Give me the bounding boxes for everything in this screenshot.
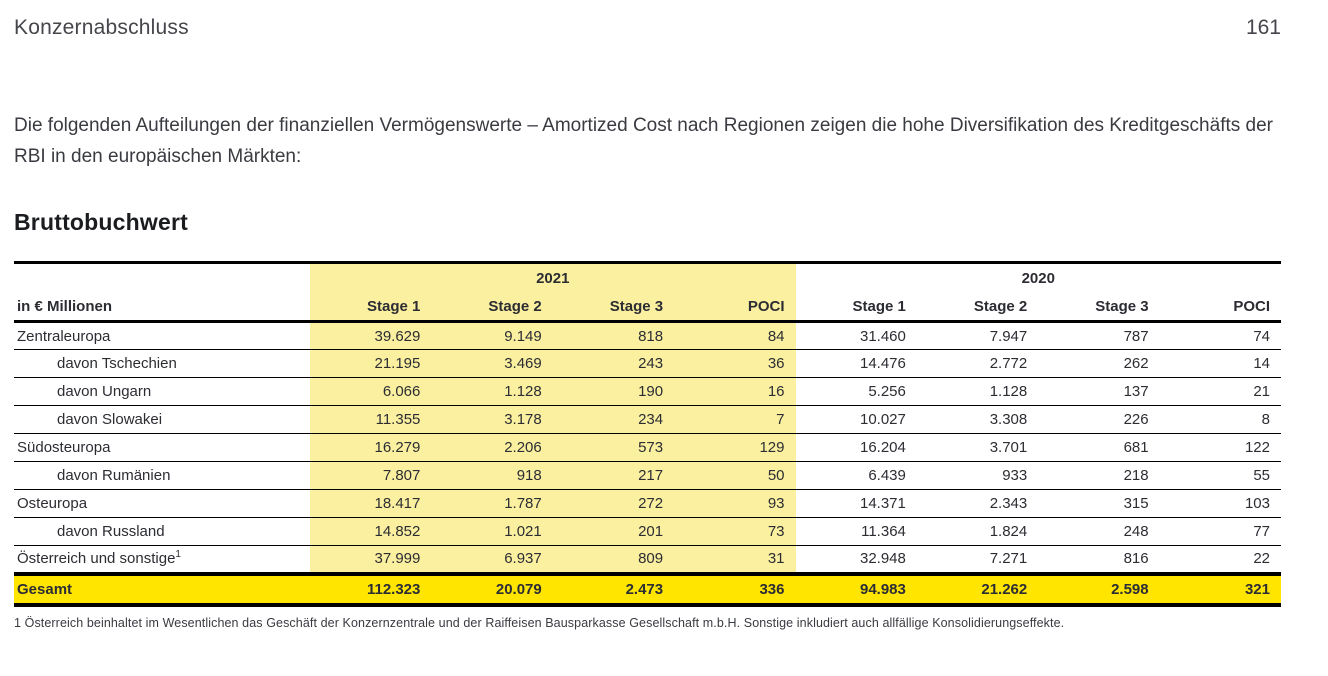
table-cell: 16.279	[310, 434, 431, 462]
column-header-poci-2021: POCI	[674, 293, 795, 322]
table-cell: 14.852	[310, 518, 431, 546]
table-cell: 681	[1123, 439, 1149, 456]
table-row	[14, 434, 1281, 462]
table-cell: 315	[1123, 495, 1149, 512]
region-label-text: davon Tschechien	[57, 355, 177, 372]
table-row	[14, 350, 1281, 378]
table-cell: 787	[1123, 327, 1149, 345]
table-cell: 201	[553, 518, 674, 546]
unit-label: in € Millionen	[17, 297, 113, 315]
region-label	[14, 546, 310, 574]
table-wrapper	[14, 261, 1281, 607]
total-cell: 2.598	[1111, 580, 1149, 598]
total-cell: 321	[1244, 580, 1270, 598]
table-cell: 77	[1253, 523, 1270, 540]
table-cell: 93	[674, 490, 795, 518]
empty-header-cell	[14, 263, 310, 293]
table-cell: 129	[674, 434, 795, 462]
region-label-text: Südosteuropa	[17, 439, 111, 456]
table-cell: 14	[1253, 355, 1270, 372]
table-cell: 818	[553, 322, 674, 350]
table-cell: 1.021	[431, 518, 552, 546]
table-cell: 5.256	[868, 383, 906, 400]
table-cell: 31	[674, 546, 795, 574]
column-header-stage1-2021: Stage 1	[310, 293, 431, 322]
table-cell: 226	[1123, 411, 1149, 428]
table-cell: 7.807	[310, 462, 431, 490]
table-cell: 14.476	[859, 355, 906, 372]
table-cell: 1.128	[431, 378, 552, 406]
region-label-text: davon Slowakei	[57, 411, 163, 428]
region-label	[14, 378, 310, 406]
table-cell: 11.364	[861, 523, 906, 540]
table-cell: 7.947	[989, 327, 1028, 345]
table-cell: 50	[674, 462, 795, 490]
table-cell: 573	[553, 434, 674, 462]
year-group-2020: 2020	[1021, 269, 1055, 287]
table-cell: 1.787	[431, 490, 552, 518]
table-cell: 272	[553, 490, 674, 518]
table-cell: 218	[1123, 467, 1149, 484]
table-cell: 18.417	[310, 490, 431, 518]
table-cell: 9.149	[431, 322, 552, 350]
footnote-marker: 1	[175, 549, 181, 561]
table-cell: 22	[1253, 550, 1270, 568]
table-cell: 3.469	[431, 350, 552, 378]
table-row	[14, 490, 1281, 518]
region-label	[14, 518, 310, 546]
table-cell: 6.937	[431, 546, 552, 574]
intro-paragraph: Die folgenden Aufteilungen der finanziellen Vermögenswerte – Amortized Cost nach Regionen zeigen die hohe Diversifikation des Kreditgeschäfts der RBI in den europäischen Märkten:	[14, 115, 1273, 167]
table-row	[14, 322, 1281, 350]
table-cell: 234	[553, 406, 674, 434]
table-cell: 243	[553, 350, 674, 378]
table-cell: 73	[674, 518, 795, 546]
table-cell: 84	[674, 322, 795, 350]
table-cell: 933	[1002, 467, 1028, 484]
region-label-text: Zentraleuropa	[17, 327, 111, 345]
table-cell: 137	[1123, 383, 1149, 400]
table-cell: 11.355	[310, 406, 431, 434]
table-cell: 21.195	[310, 350, 431, 378]
table-footer	[14, 574, 1281, 605]
region-label	[14, 462, 310, 490]
total-label: Gesamt	[17, 580, 73, 598]
table-body	[14, 322, 1281, 574]
table-cell: 122	[1244, 439, 1270, 456]
table-cell: 217	[553, 462, 674, 490]
column-header-poci-2020: POCI	[1233, 297, 1270, 315]
table-cell: 816	[1123, 550, 1149, 568]
table-cell: 8	[1261, 411, 1270, 428]
table-cell: 3.178	[431, 406, 552, 434]
table-cell: 6.439	[868, 467, 906, 484]
column-header-stage3-2020: Stage 3	[1095, 297, 1149, 315]
table-cell: 7	[674, 406, 795, 434]
table-cell: 36	[674, 350, 795, 378]
column-header-stage3-2021: Stage 3	[553, 293, 674, 322]
total-cell: 20.079	[495, 580, 542, 598]
table-row	[14, 546, 1281, 574]
table-cell: 1.824	[989, 523, 1028, 540]
region-label	[14, 322, 310, 350]
column-header-stage2-2020: Stage 2	[973, 297, 1028, 315]
document-title: Konzernabschluss	[14, 16, 189, 39]
table-cell: 248	[1123, 523, 1149, 540]
total-cell: 2.473	[625, 580, 664, 598]
region-label	[14, 406, 310, 434]
region-label	[14, 350, 310, 378]
table-cell: 74	[1253, 327, 1270, 345]
page-header	[14, 16, 1281, 40]
table-cell: 2.206	[431, 434, 552, 462]
total-row	[14, 574, 1281, 605]
table-cell: 918	[431, 462, 552, 490]
table-cell: 3.701	[989, 439, 1028, 456]
region-label-text: Österreich und sonstige	[17, 550, 176, 568]
year-group-2021: 2021	[310, 263, 796, 293]
region-label-text: davon Ungarn	[57, 383, 152, 400]
total-cell: 336	[759, 580, 785, 598]
total-cell: 21.262	[981, 580, 1028, 598]
table-cell: 190	[553, 378, 674, 406]
region-label-text: davon Russland	[57, 523, 165, 540]
table-cell: 3.308	[989, 411, 1028, 428]
region-label-text: davon Rumänien	[57, 467, 171, 484]
table-cell: 14.371	[859, 495, 906, 512]
total-cell: 94.983	[859, 580, 906, 598]
table-cell: 39.629	[310, 322, 431, 350]
table-cell: 37.999	[310, 546, 431, 574]
region-label	[14, 434, 310, 462]
table-cell: 809	[553, 546, 674, 574]
column-header-stage1-2020: Stage 1	[852, 297, 906, 315]
table-row	[14, 378, 1281, 406]
table-cell: 1.128	[989, 383, 1028, 400]
table-row	[14, 462, 1281, 490]
table-cell: 21	[1253, 383, 1270, 400]
page-number: 161	[1245, 16, 1281, 39]
table-row	[14, 406, 1281, 434]
table-header	[14, 263, 1281, 322]
table-cell: 2.772	[989, 355, 1028, 372]
table-cell: 55	[1253, 467, 1270, 484]
region-label	[14, 490, 310, 518]
table-cell: 16.204	[859, 439, 906, 456]
table-cell: 6.066	[310, 378, 431, 406]
table-cell: 103	[1244, 495, 1270, 512]
table-cell: 32.948	[859, 550, 906, 568]
total-cell: 112.323	[366, 580, 421, 598]
column-header-row	[14, 293, 1281, 322]
footnote: 1 Österreich beinhaltet im Wesentlichen das Geschäft der Konzernzentrale und der Raiffeisen Bausparkasse Gesellschaft m.b.H. Sonstige inkludiert auch allfällige Konsolidierungseffekte.	[14, 615, 1065, 630]
column-header-stage2-2021: Stage 2	[431, 293, 552, 322]
table-cell: 7.271	[989, 550, 1028, 568]
table-cell: 31.460	[859, 327, 906, 345]
table-cell: 10.027	[859, 411, 906, 428]
section-title: Bruttobuchwert	[14, 209, 189, 235]
table-row	[14, 518, 1281, 546]
region-label-text: Osteuropa	[17, 495, 88, 512]
bruttobuchwert-table	[14, 261, 1281, 607]
table-cell: 16	[674, 378, 795, 406]
table-cell: 2.343	[989, 495, 1028, 512]
year-header-row	[14, 263, 1281, 293]
table-cell: 262	[1123, 355, 1149, 372]
